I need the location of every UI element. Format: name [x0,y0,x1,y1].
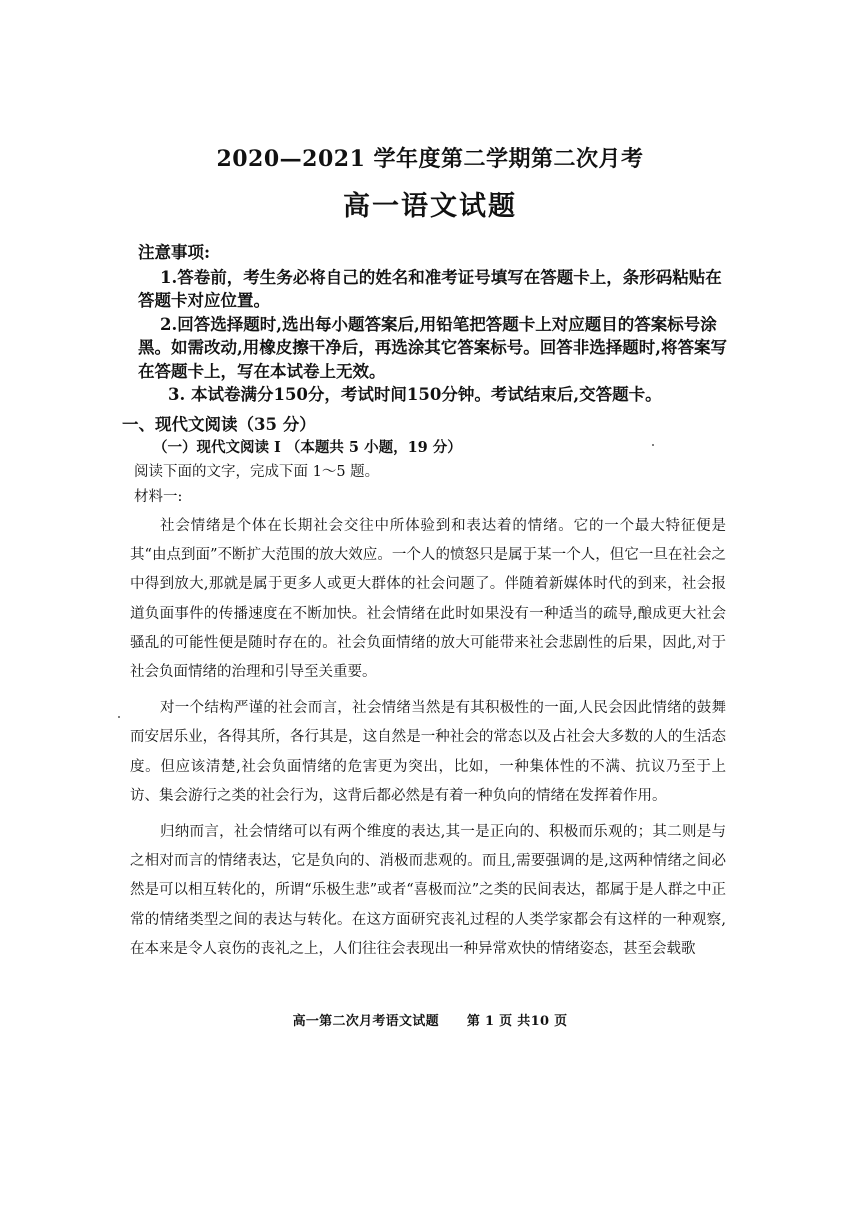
notice-item-2: 2.回答选择题时,选出每小题答案后,用铅笔把答题卡上对应题目的答案标号涂黑。如需改动,用橡皮擦干净后，再选涂其它答案标号。回答非选择题时,将答案写在答题卡上，写在本试卷上无效。 [138,314,727,381]
scan-speck [118,716,120,718]
notice-heading: 注意事项: [138,243,211,262]
page-footer [0,1010,860,1029]
passage-paragraph-2: 对一个结构严谨的社会而言，社会情绪当然是有其积极性的一面,人民会因此情绪的鼓舞而安居乐业，各得其所，各行其是，这自然是一种社会的常态以及占社会大多数的人的生活态度。但应该清楚,社会负面情绪的危害更为突出，比如，一种集体性的不满、抗议乃至于上访、集会游行之类的社会行为，这背后都必然是有着一种负向的情绪在发挥着作用。 [130,700,726,804]
notice-block [138,241,738,407]
exam-subtitle: 高一语文试题 [343,191,517,222]
footer-exam-name: 高一第二次月考语文试题 [292,1014,439,1029]
notice-item-3: 3. 本试卷满分150分，考试时间150分钟。考试结束后,交答题卡。 [168,385,662,404]
material-label: 材料一: [134,489,183,505]
scan-speck [652,444,654,446]
section-title: 一、现代文阅读（35 分） [122,415,316,434]
reading-passage [130,512,726,964]
notice-item-1: 1.答卷前，考生务必将自己的姓名和准考证号填写在答题卡上，条形码粘贴在答题卡对应位置。 [138,267,722,310]
passage-paragraph-1: 社会情绪是个体在长期社会交往中所体验到和表达着的情绪。它的一个最大特征便是其“由点到面”不断扩大范围的放大效应。一个人的愤怒只是属于某一个人，但它一旦在社会之中得到放大,那就是属于更多人或更大群体的社会问题了。伴随着新媒体时代的到来，社会报道负面事件的传播速度在不断加快。社会情绪在此时如果没有一种适当的疏导,酿成更大社会骚乱的可能性便是随时存在的。社会负面情绪的放大可能带来社会悲剧性的后果，因此,对于社会负面情绪的治理和引导至关重要。 [130,518,726,681]
passage-paragraph-3: 归纳而言，社会情绪可以有两个维度的表达,其一是正向的、积极而乐观的；其二则是与之相对而言的情绪表达，它是负向的、消极而悲观的。而且,需要强调的是,这两种情绪之间必然是可以相互转化的，所谓“乐极生悲”或者“喜极而泣”之类的民间表达，都属于是人群之中正常的情绪类型之间的表达与转化。在这方面研究丧礼过程的人类学家都会有这样的一种观察,在本来是令人哀伤的丧礼之上，人们往往会表现出一种异常欢快的情绪姿态，甚至会载歌 [130,824,726,957]
exam-title: 2020—2021 学年度第二学期第二次月考 [216,146,644,172]
footer-page-info: 第 1 页 共10 页 [466,1014,568,1029]
reading-instruction: 阅读下面的文字，完成下面 1～5 题。 [134,464,380,480]
subsection-title: （一）现代文阅读 I （本题共 5 小题，19 分） [153,439,462,456]
